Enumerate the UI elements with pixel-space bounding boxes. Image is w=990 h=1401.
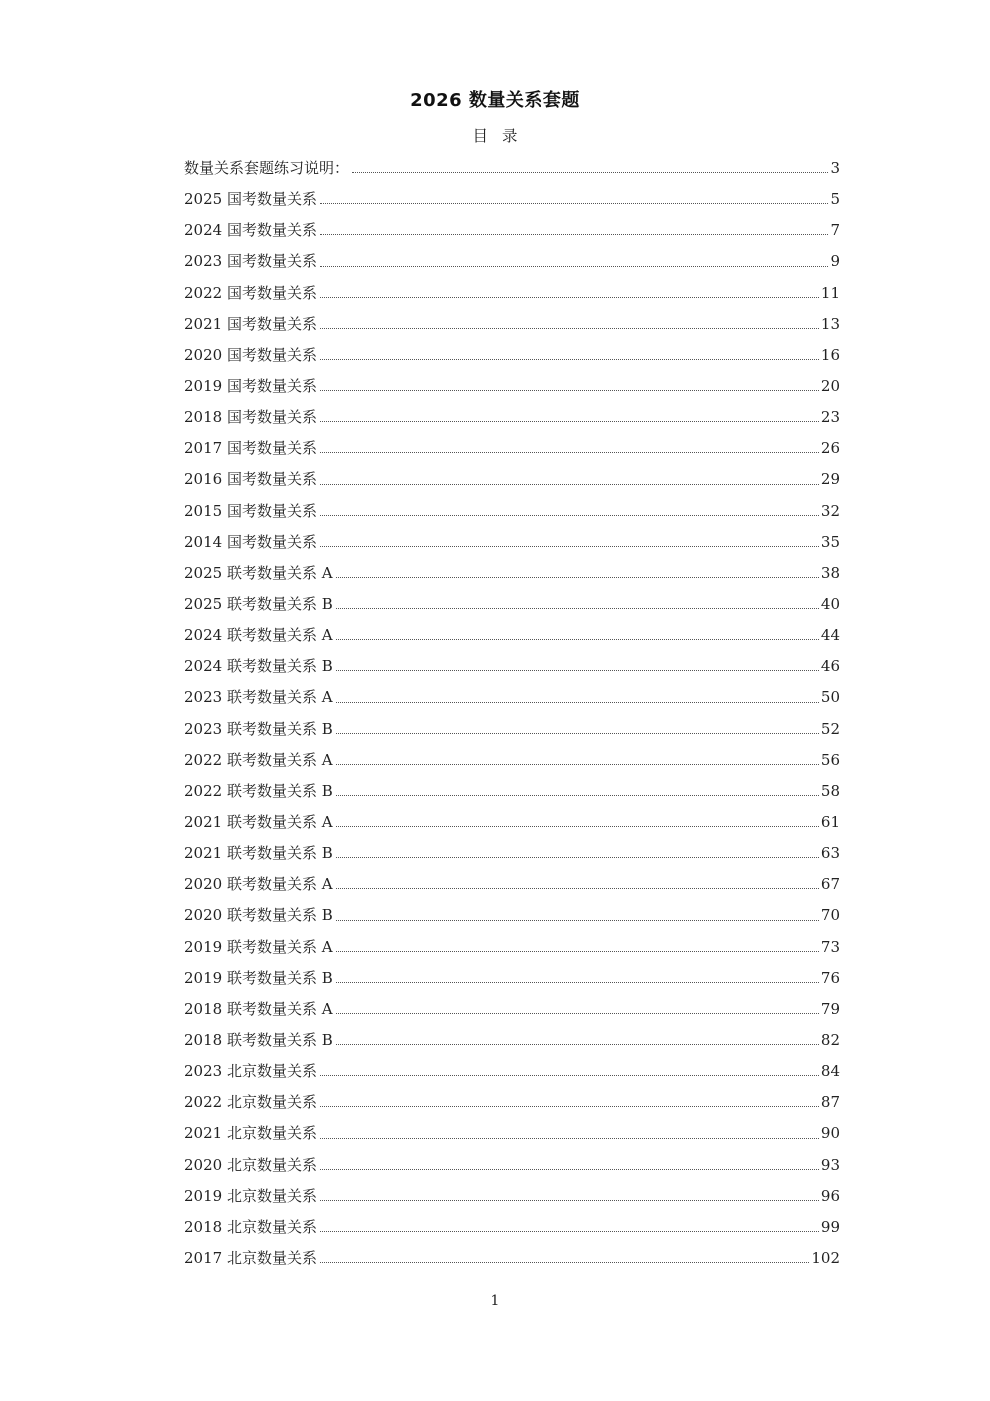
toc-dot-leader <box>336 856 819 858</box>
toc-entry-label: 2019 北京数量关系 <box>184 1186 317 1205</box>
toc-entry[interactable] <box>184 1212 840 1243</box>
toc-dot-leader <box>320 1199 819 1201</box>
toc-entry-label: 2021 国考数量关系 <box>184 314 317 333</box>
toc-entry[interactable] <box>184 371 840 402</box>
toc-entry-label: 2020 国考数量关系 <box>184 345 317 364</box>
toc-heading: 目录 <box>472 127 532 145</box>
toc-dot-leader <box>320 202 829 204</box>
toc-entry[interactable] <box>184 1056 840 1087</box>
toc-entry-label: 2021 联考数量关系 B <box>184 844 333 863</box>
toc-entry-page-number: 84 <box>820 1062 840 1081</box>
toc-entry-page-number: 90 <box>820 1124 840 1143</box>
toc-dot-leader <box>336 1012 819 1014</box>
toc-entry-label: 2017 北京数量关系 <box>184 1248 317 1267</box>
toc-dot-leader <box>336 576 819 578</box>
toc-entry-label: 2020 北京数量关系 <box>184 1155 317 1174</box>
toc-entry[interactable] <box>184 963 840 994</box>
toc-entry-page-number: 52 <box>820 719 840 738</box>
toc-entry[interactable] <box>184 932 840 963</box>
toc-entry-label: 2019 联考数量关系 A <box>184 937 333 956</box>
toc-dot-leader <box>336 887 819 889</box>
toc-dot-leader <box>320 1168 819 1170</box>
toc-entry-label: 2024 联考数量关系 B <box>184 657 333 676</box>
toc-entry[interactable] <box>184 589 840 620</box>
toc-dot-leader <box>320 514 819 516</box>
toc-entry[interactable] <box>184 620 840 651</box>
document-title: 2026 数量关系套题 <box>410 90 580 111</box>
toc-dot-leader <box>320 1261 809 1263</box>
toc-entry[interactable] <box>184 464 840 495</box>
toc-entry-page-number: 93 <box>820 1155 840 1174</box>
toc-entry-label: 2025 联考数量关系 A <box>184 563 333 582</box>
toc-entry-label: 2018 北京数量关系 <box>184 1217 317 1236</box>
toc-entry[interactable] <box>184 153 840 184</box>
toc-dot-leader <box>352 171 828 173</box>
toc-dot-leader <box>320 545 819 547</box>
table-of-contents <box>184 153 840 1274</box>
toc-dot-leader <box>320 265 829 267</box>
toc-entry-label: 2025 国考数量关系 <box>184 190 317 209</box>
toc-entry-page-number: 56 <box>820 750 840 769</box>
toc-entry-page-number: 76 <box>820 968 840 987</box>
toc-entry-label: 2018 联考数量关系 A <box>184 999 333 1018</box>
toc-entry[interactable] <box>184 1181 840 1212</box>
toc-entry-page-number: 96 <box>820 1186 840 1205</box>
toc-dot-leader <box>336 1043 819 1045</box>
toc-entry-label: 2014 国考数量关系 <box>184 532 317 551</box>
toc-entry[interactable] <box>184 994 840 1025</box>
toc-entry-page-number: 61 <box>820 812 840 831</box>
toc-entry-label: 2022 联考数量关系 B <box>184 781 333 800</box>
toc-entry-page-number: 5 <box>830 190 840 209</box>
toc-entry-label: 2022 联考数量关系 A <box>184 750 333 769</box>
toc-entry-label: 2021 北京数量关系 <box>184 1124 317 1143</box>
toc-dot-leader <box>320 483 819 485</box>
toc-entry-page-number: 29 <box>820 470 840 489</box>
toc-entry-page-number: 50 <box>820 688 840 707</box>
toc-entry-label: 2021 联考数量关系 A <box>184 812 333 831</box>
toc-entry-label: 2018 国考数量关系 <box>184 408 317 427</box>
toc-entry-page-number: 32 <box>820 501 840 520</box>
toc-entry-page-number: 13 <box>820 314 840 333</box>
toc-dot-leader <box>320 451 819 453</box>
toc-entry-label: 2023 国考数量关系 <box>184 252 317 271</box>
toc-dot-leader <box>336 950 819 952</box>
toc-entry[interactable] <box>184 558 840 589</box>
toc-dot-leader <box>336 794 819 796</box>
toc-entry-page-number: 73 <box>820 937 840 956</box>
toc-entry[interactable] <box>184 651 840 682</box>
toc-dot-leader <box>336 763 819 765</box>
toc-entry-page-number: 82 <box>820 1030 840 1049</box>
toc-entry-page-number: 38 <box>820 563 840 582</box>
toc-entry-page-number: 46 <box>820 657 840 676</box>
page-number: 1 <box>490 1293 500 1309</box>
toc-dot-leader <box>336 607 819 609</box>
toc-entry[interactable] <box>184 869 840 900</box>
toc-entry[interactable] <box>184 184 840 215</box>
toc-entry-page-number: 9 <box>830 252 840 271</box>
toc-entry[interactable] <box>184 1118 840 1149</box>
toc-entry-label: 2024 联考数量关系 A <box>184 626 333 645</box>
toc-entry-label: 2023 联考数量关系 A <box>184 688 333 707</box>
toc-entry[interactable] <box>184 745 840 776</box>
toc-entry-label: 2018 联考数量关系 B <box>184 1030 333 1049</box>
toc-dot-leader <box>336 981 819 983</box>
toc-entry-label: 数量关系套题练习说明： <box>184 159 350 177</box>
toc-entry-label: 2022 国考数量关系 <box>184 283 317 302</box>
toc-dot-leader <box>336 669 819 671</box>
toc-dot-leader <box>336 732 819 734</box>
toc-dot-leader <box>336 701 819 703</box>
toc-entry[interactable] <box>184 527 840 558</box>
toc-entry-page-number: 70 <box>820 906 840 925</box>
toc-dot-leader <box>336 919 819 921</box>
toc-entry[interactable] <box>184 496 840 527</box>
toc-entry-label: 2024 国考数量关系 <box>184 221 317 240</box>
toc-dot-leader <box>320 358 819 360</box>
toc-entry-label: 2025 联考数量关系 B <box>184 594 333 613</box>
toc-entry-page-number: 7 <box>830 221 840 240</box>
toc-entry[interactable] <box>184 1025 840 1056</box>
toc-entry[interactable] <box>184 433 840 464</box>
toc-dot-leader <box>320 327 819 329</box>
toc-entry-label: 2019 国考数量关系 <box>184 376 317 395</box>
toc-entry-page-number: 35 <box>820 532 840 551</box>
toc-entry[interactable] <box>184 402 840 433</box>
toc-entry[interactable] <box>184 900 840 931</box>
toc-entry[interactable] <box>184 807 840 838</box>
toc-entry-label: 2020 联考数量关系 A <box>184 875 333 894</box>
toc-entry[interactable] <box>184 309 840 340</box>
toc-entry[interactable] <box>184 278 840 309</box>
toc-entry-page-number: 79 <box>820 999 840 1018</box>
toc-entry-label: 2023 北京数量关系 <box>184 1062 317 1081</box>
toc-dot-leader <box>320 233 829 235</box>
toc-entry[interactable] <box>184 340 840 371</box>
toc-entry[interactable] <box>184 838 840 869</box>
toc-entry-page-number: 87 <box>820 1093 840 1112</box>
toc-entry[interactable] <box>184 1150 840 1181</box>
toc-entry-label: 2016 国考数量关系 <box>184 470 317 489</box>
toc-entry[interactable] <box>184 1243 840 1274</box>
toc-entry[interactable] <box>184 215 840 246</box>
toc-entry-page-number: 44 <box>820 626 840 645</box>
toc-entry-page-number: 40 <box>820 594 840 613</box>
toc-entry-page-number: 23 <box>820 408 840 427</box>
toc-entry-page-number: 3 <box>830 159 840 177</box>
toc-dot-leader <box>320 1137 819 1139</box>
toc-entry-page-number: 16 <box>820 345 840 364</box>
toc-entry-page-number: 102 <box>811 1248 840 1267</box>
toc-entry-page-number: 26 <box>820 439 840 458</box>
toc-dot-leader <box>320 1074 819 1076</box>
toc-entry-label: 2023 联考数量关系 B <box>184 719 333 738</box>
toc-entry-page-number: 11 <box>820 283 840 302</box>
toc-entry[interactable] <box>184 1087 840 1118</box>
toc-entry-label: 2020 联考数量关系 B <box>184 906 333 925</box>
toc-entry[interactable] <box>184 246 840 277</box>
toc-entry-label: 2017 国考数量关系 <box>184 439 317 458</box>
toc-entry[interactable] <box>184 776 840 807</box>
toc-entry-page-number: 99 <box>820 1217 840 1236</box>
toc-entry[interactable] <box>184 714 840 745</box>
toc-dot-leader <box>320 1230 819 1232</box>
toc-dot-leader <box>336 825 819 827</box>
toc-dot-leader <box>320 1105 819 1107</box>
toc-entry-page-number: 63 <box>820 844 840 863</box>
toc-dot-leader <box>320 389 819 391</box>
toc-entry-label: 2015 国考数量关系 <box>184 501 317 520</box>
toc-entry-label: 2022 北京数量关系 <box>184 1093 317 1112</box>
toc-entry-page-number: 67 <box>820 875 840 894</box>
toc-entry-page-number: 20 <box>820 376 840 395</box>
toc-dot-leader <box>320 420 819 422</box>
toc-entry-label: 2019 联考数量关系 B <box>184 968 333 987</box>
toc-dot-leader <box>320 296 819 298</box>
toc-entry[interactable] <box>184 682 840 713</box>
toc-dot-leader <box>336 638 819 640</box>
toc-entry-page-number: 58 <box>820 781 840 800</box>
